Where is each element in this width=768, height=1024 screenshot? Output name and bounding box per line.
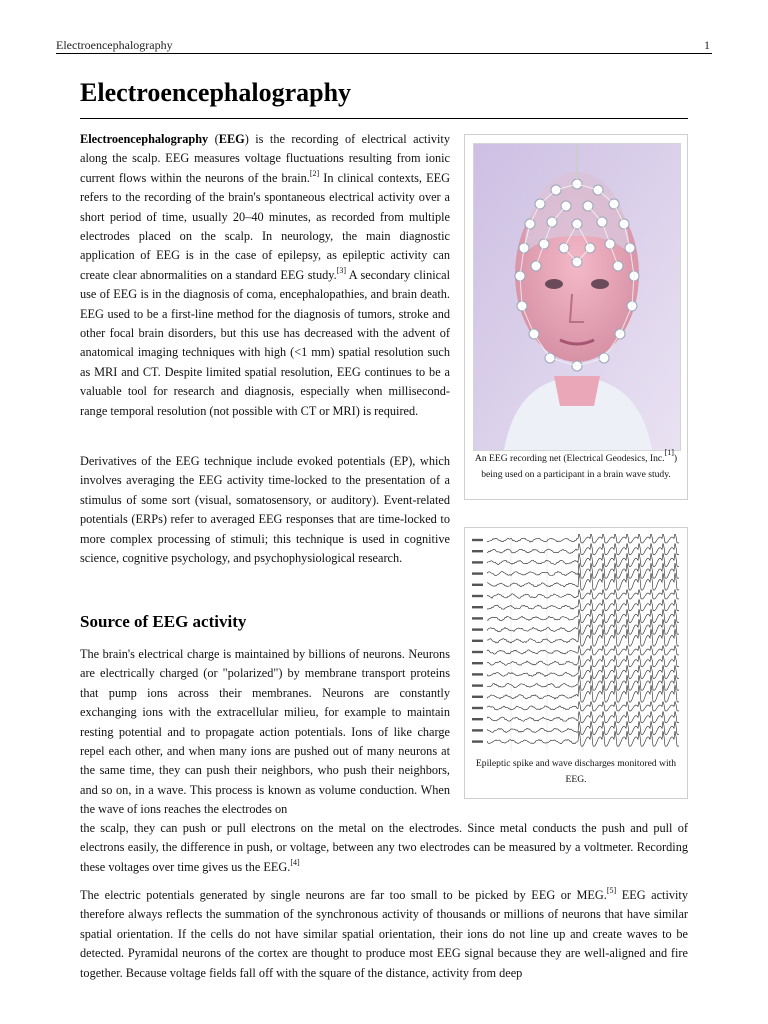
eeg-channel-label	[472, 606, 483, 608]
citation-1[interactable]: [1]	[664, 448, 674, 457]
title-rule	[80, 118, 688, 119]
source-paragraph-wide	[80, 819, 688, 877]
eeg-channel-label	[472, 729, 483, 731]
eeg-channel-label	[472, 539, 483, 541]
eeg-channel-label	[472, 696, 483, 698]
eeg-channel-label	[472, 572, 483, 574]
eeg-trace-plot	[471, 534, 681, 754]
eeg-channel-label	[472, 550, 483, 552]
eeg-channel-label	[472, 651, 483, 653]
citation-2[interactable]: [2]	[309, 168, 320, 178]
intro-text-2: In clinical contexts, EEG refers to the recording of the brain's spontaneous electrical activity over a short period of time, usually 20–40 minutes, as recorded from multiple electrodes placed on the scalp. In neurology, the main diagnostic application of EEG is in the case of epilepsy, as epileptic activity can create clear abnormalities on a standard EEG study.	[80, 170, 451, 282]
derivatives-paragraph: Derivatives of the EEG technique include evoked potentials (EP), which involves averaging the EEG activity time-locked to the presentation of a stimulus of some sort (visual, somatosensory, or auditory). Event-related potentials (ERPs) refer to averaged EEG responses that are time-locked to more complex processing of stimuli; this technique is used in cognitive science, cognitive psychology, and psychophysiological research.	[80, 454, 450, 566]
potentials-text-1: The electric potentials generated by single neurons are far too small to be picked by EEG or MEG.	[80, 888, 607, 902]
potentials-paragraph	[80, 886, 688, 983]
eeg-channel-label	[472, 707, 483, 709]
eeg-channel-label	[472, 673, 483, 675]
page-number: 1	[704, 38, 710, 52]
running-header	[56, 38, 712, 53]
figure-eeg-net-caption	[473, 448, 679, 483]
eeg-channel-label	[472, 684, 483, 686]
figure-eeg-trace	[464, 527, 688, 799]
intro-text-1: is the recording of electrical activity along the scalp. EEG measures voltage fluctuations resulting from ionic current flows within the neurons of the brain.	[80, 132, 450, 185]
eeg-channel-label	[472, 640, 483, 642]
intro-abbr: EEG	[218, 132, 245, 146]
figure-eeg-trace-caption: Epileptic spike and wave discharges monitored with EEG.	[475, 758, 677, 785]
citation-4[interactable]: [4]	[290, 857, 300, 867]
intro-term: Electroencephalography	[80, 132, 209, 146]
eeg-channel-label	[472, 740, 483, 742]
eeg-channel-label	[472, 561, 483, 563]
eeg-channel-label	[472, 718, 483, 720]
eeg-channel-label	[472, 628, 483, 630]
citation-5[interactable]: [5]	[606, 886, 617, 895]
intro-paragraph: Electroencephalography (EEG) is the recording of electrical activity along the scalp. EEG measures voltage fluctuations resulting from ionic current flows within the neurons of the brain.[2] In clinical contexts, EEG refers to the recording of the brain's spontaneous electrical activity over a short period of time, usually 20–40 minutes, as recorded from multiple electrodes placed on the scalp. In neurology, the main diagnostic application of EEG is in the case of epilepsy, as epileptic activity can create clear abnormalities on a standard EEG study.[3] A secondary clinical use of EEG is in the diagnosis of coma, encephalopathies, and brain death. EEG used to be a first-line method for the diagnosis of tumors, stroke and other focal brain disorders, but this use has decreased with the advent of anatomical imaging techniques with high (<1 mm) spatial resolution such as MRI and CT. Despite limited spatial resolution, EEG continues to be a valuable tool for research and diagnosis, especially when millisecond-range temporal resolution (not possible with CT or MRI) is required.	[80, 132, 451, 418]
caption-text-b: ) being used on a participant in a brain wave study.	[481, 453, 678, 480]
potentials-text-2: EEG activity therefore always reflects the summation of the synchronous activity of thousands or millions of neurons that have similar spatial orientation. If the cells do not have similar spatial orientation, their ions do not line up and create waves to be detected. Pyramidal neurons of the cortex are thought to produce most EEG signal because they are well-aligned and fire together. Because voltage fields fall off with the square of the distance, activity from deep	[80, 888, 688, 980]
intro-text-3: A secondary clinical use of EEG is in the diagnosis of coma, encephalopathies, and brain death. EEG used to be a first-line method for the diagnosis of tumors, stroke and other focal brain disorders, but this use has decreased with the advent of anatomical imaging techniques with high (<1 mm) spatial resolution such as MRI and CT. Despite limited spatial resolution, EEG continues to be a valuable tool for research and diagnosis, especially when millisecond-range temporal resolution (not possible with CT or MRI) is required.	[80, 267, 450, 418]
eeg-channel-label	[472, 662, 483, 664]
running-title: Electroencephalography	[56, 38, 173, 52]
eeg-net-illustration	[474, 144, 680, 450]
eeg-net-photo	[473, 143, 681, 451]
page-title: Electroencephalography	[80, 78, 352, 107]
figure-eeg-net	[464, 134, 688, 500]
section-heading: Source of EEG activity	[80, 612, 247, 631]
eeg-channel-label	[472, 584, 483, 586]
citation-3[interactable]: [3]	[336, 265, 347, 275]
caption-text-a: An EEG recording net (Electrical Geodesics, Inc.	[474, 453, 665, 464]
header-rule	[56, 53, 712, 54]
eeg-channel-label	[472, 617, 483, 619]
source-text-wide: the scalp, they can push or pull electrons on the metal on the electrodes. Since metal conducts the push and pull of electrons easily, the difference in push, or voltage, between any two electrodes can be measured by a voltmeter. Recording these voltages over time gives us the EEG.	[80, 821, 688, 874]
eeg-channel-label	[472, 595, 483, 597]
source-paragraph-narrow: The brain's electrical charge is maintained by billions of neurons. Neurons are electrically charged (or "polarized") by membrane transport proteins that pump ions across their membranes. Neurons are constantly exchanging ions with the extracellular milieu, for example to maintain resting potential and to propagate action potentials. Ions of like charge repel each other, and when many ions are pushed out of many neurons at the same time, they can push their neighbors, who push their neighbors, and so on, in a wave. This process is known as volume conduction. When the wave of ions reaches the electrodes on	[80, 647, 450, 817]
